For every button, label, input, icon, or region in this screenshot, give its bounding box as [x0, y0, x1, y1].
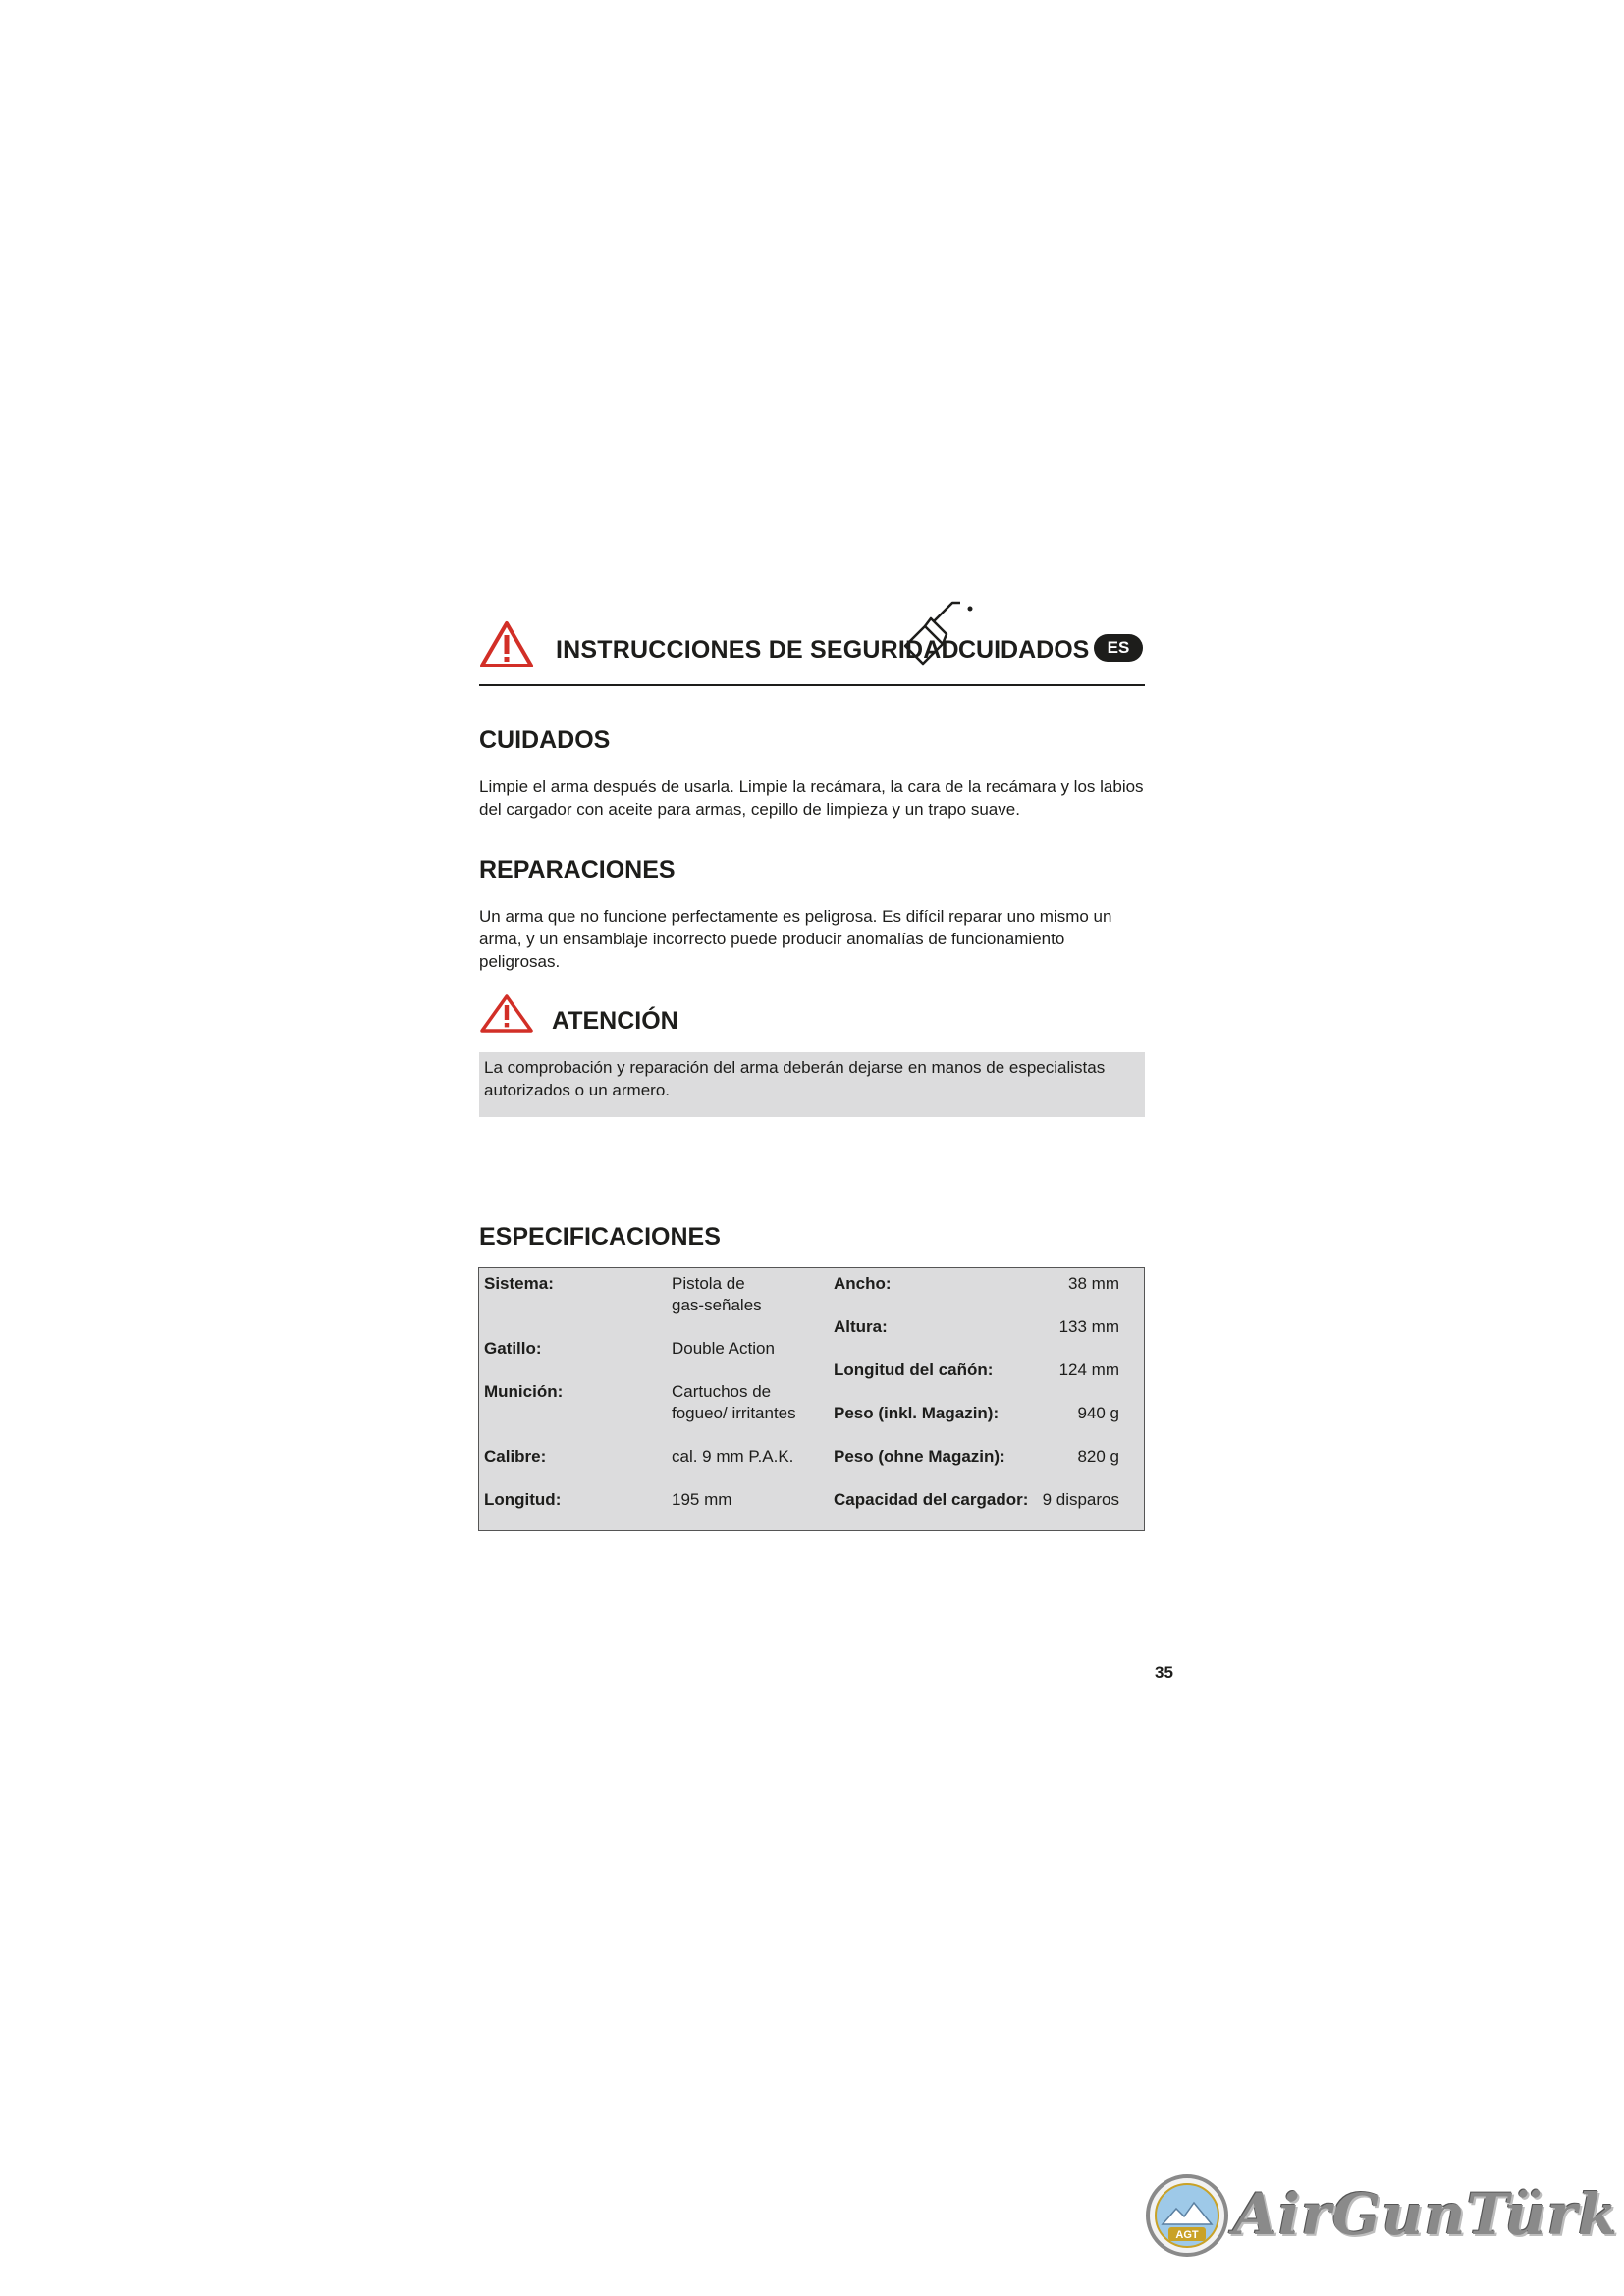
- spec-label: Capacidad del cargador:: [834, 1490, 1029, 1509]
- spec-label: Gatillo:: [484, 1339, 542, 1358]
- header-title: INSTRUCCIONES DE SEGURIDAD: [556, 636, 959, 664]
- care-heading: CUIDADOS: [479, 726, 611, 754]
- spec-label: Peso (inkl. Magazin):: [834, 1404, 1000, 1422]
- brand-wordmark: AirGunTürk: [1233, 2181, 1619, 2248]
- spec-label: Sistema:: [484, 1274, 554, 1293]
- spec-label: Calibre:: [484, 1447, 547, 1466]
- brand-logo: [1145, 2173, 1229, 2258]
- language-badge: ES: [1094, 634, 1143, 662]
- spec-value: 940 g: [1077, 1404, 1119, 1422]
- specs-heading: ESPECIFICACIONES: [479, 1223, 721, 1251]
- header-subtitle: CUIDADOS: [958, 636, 1090, 664]
- warning-triangle-icon: [479, 620, 534, 669]
- logo-badge-text: AGT: [1175, 2229, 1199, 2241]
- spec-value: 133 mm: [1058, 1317, 1119, 1336]
- repairs-heading: REPARACIONES: [479, 856, 676, 883]
- spec-value: cal. 9 mm P.A.K.: [672, 1447, 794, 1466]
- spec-value: 820 g: [1077, 1447, 1119, 1466]
- header-divider: [479, 684, 1145, 686]
- spec-value: 124 mm: [1058, 1361, 1119, 1379]
- specs-table: [478, 1267, 1145, 1531]
- spec-label: Longitud del cañón:: [834, 1361, 994, 1379]
- spec-value: Double Action: [672, 1339, 775, 1358]
- warning-triangle-icon: [479, 993, 534, 1035]
- care-text: Limpie el arma después de usarla. Limpie la recámara, la cara de la recámara y los labios del cargador con aceite para armas, cepillo de limpieza y un trapo suave.: [479, 777, 1144, 819]
- attention-heading: ATENCIÓN: [552, 1007, 678, 1035]
- spec-label: Altura:: [834, 1317, 888, 1336]
- spec-value: Cartuchos de fogueo/ irritantes: [672, 1382, 796, 1422]
- spec-label: Munición:: [484, 1382, 564, 1401]
- repairs-text: Un arma que no funcione perfectamente es peligrosa. Es difícil reparar uno mismo un arma, y un ensamblaje incorrecto puede producir anomalías de funcionamiento peligrosas.: [479, 907, 1112, 971]
- spec-value: 195 mm: [672, 1490, 732, 1509]
- spec-value: 9 disparos: [1042, 1490, 1119, 1509]
- spec-value: Pistola de gas-señales: [672, 1274, 762, 1314]
- attention-text: La comprobación y reparación del arma deberán dejarse en manos de especialistas autorizados o un armero.: [484, 1058, 1106, 1099]
- spec-label: Peso (ohne Magazin):: [834, 1447, 1005, 1466]
- spec-label: Ancho:: [834, 1274, 892, 1293]
- spec-label: Longitud:: [484, 1490, 562, 1509]
- page-number: 35: [1155, 1663, 1173, 1682]
- spec-value: 38 mm: [1068, 1274, 1119, 1293]
